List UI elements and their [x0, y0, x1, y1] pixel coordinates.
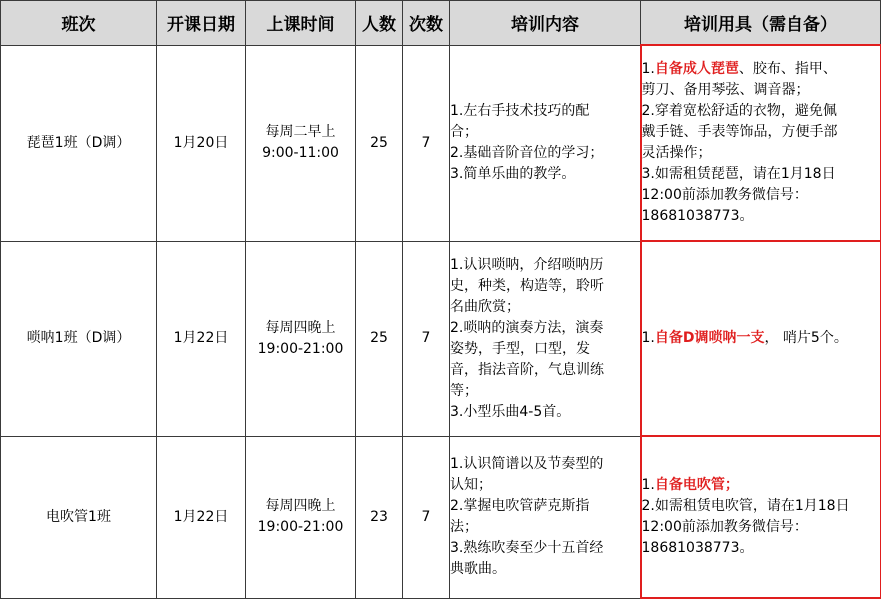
- header-row: [1, 1, 881, 46]
- class-cell: 唢呐1班（D调）: [1, 241, 157, 436]
- time-day: 每周四晚上: [265, 498, 336, 514]
- sessions-cell: 7: [403, 241, 450, 436]
- tools-line: 戴手链、手表等饰品，方便手部: [641, 124, 838, 140]
- header-tools: 培训用具（需自备）: [641, 1, 881, 46]
- table-row: [1, 436, 881, 598]
- content-line: 姿势，手型，口型，发: [450, 340, 590, 357]
- tools-rest: ， 哨片5个。: [764, 330, 848, 346]
- content-line: 3.简单乐曲的教学。: [450, 166, 576, 182]
- tools-line: 18681038773。: [641, 208, 754, 224]
- table-body: [1, 45, 881, 598]
- header-content: 培训内容: [450, 1, 641, 46]
- content-cell: [450, 436, 641, 598]
- content-line: 3.熟练吹奏至少十五首经: [450, 540, 604, 556]
- tools-line: 2.穿着宽松舒适的衣物，避免佩: [641, 103, 837, 119]
- start-date-cell: 1月22日: [157, 241, 246, 436]
- start-date-cell: 1月20日: [157, 45, 246, 241]
- tools-cell: [641, 45, 881, 241]
- time-cell: [246, 241, 356, 436]
- header-class: 班次: [1, 1, 157, 46]
- content-line: 史，种类，构造等，聆听: [450, 277, 604, 294]
- content-line: 1.认识简谱以及节奏型的: [450, 456, 604, 472]
- content-line: 等；: [450, 382, 478, 399]
- content-line: 认知；: [450, 477, 492, 493]
- tools-required-item: 自备成人琵琶: [654, 61, 739, 77]
- header-time: 上课时间: [246, 1, 356, 46]
- content-cell: [450, 241, 641, 436]
- table-header: [1, 1, 881, 46]
- start-date-cell: 1月22日: [157, 436, 246, 598]
- content-line: 名曲欣赏；: [450, 298, 520, 315]
- time-range: 9:00-11:00: [262, 145, 339, 161]
- time-range: 19:00-21:00: [257, 519, 344, 535]
- tools-cell: [641, 241, 881, 436]
- table-row: [1, 241, 881, 436]
- tools-line: 18681038773。: [641, 540, 754, 556]
- content-line: 合；: [450, 124, 478, 140]
- time-day: 每周二早上: [265, 124, 336, 140]
- people-cell: 25: [356, 241, 403, 436]
- content-line: 1.认识唢呐，介绍唢呐历: [450, 256, 604, 273]
- content-line: 2.唢呐的演奏方法，演奏: [450, 319, 604, 336]
- tools-prefix: 1.: [641, 330, 655, 346]
- tools-line: 剪刀、备用琴弦、调音器；: [641, 82, 810, 98]
- header-people: 人数: [356, 1, 403, 46]
- content-line: 2.掌握电吹管萨克斯指: [450, 498, 590, 514]
- time-range: 19:00-21:00: [257, 340, 344, 357]
- tools-required-item: 自备电吹管；: [654, 477, 739, 493]
- tools-rest: 、胶布、指甲、: [738, 61, 837, 77]
- people-cell: 23: [356, 436, 403, 598]
- content-line: 2.基础音阶音位的学习；: [450, 145, 604, 161]
- tools-line: 灵活操作；: [641, 145, 712, 161]
- class-cell: 电吹管1班: [1, 436, 157, 598]
- content-line: 1.左右手技术技巧的配: [450, 103, 590, 119]
- table-row: [1, 45, 881, 241]
- class-cell: 琵琶1班（D调）: [1, 45, 157, 241]
- time-cell: [246, 436, 356, 598]
- tools-line: 3.如需租赁琵琶，请在1月18日: [641, 166, 836, 182]
- header-start-date: 开课日期: [157, 1, 246, 46]
- tools-prefix: 1.: [641, 61, 655, 77]
- tools-required-item: 自备D调唢呐一支: [654, 330, 765, 346]
- sessions-cell: 7: [403, 436, 450, 598]
- time-day: 每周四晚上: [265, 319, 336, 336]
- header-sessions: 次数: [403, 1, 450, 46]
- tools-line: 12:00前添加教务微信号：: [641, 187, 808, 203]
- tools-line: [642, 475, 880, 496]
- tools-line: [642, 59, 880, 80]
- tools-cell: [641, 436, 881, 598]
- sessions-cell: 7: [403, 45, 450, 241]
- content-line: 法；: [450, 519, 478, 535]
- content-cell: [450, 45, 641, 241]
- content-line: 音，指法音阶，气息训练: [450, 361, 604, 378]
- tools-line: 2.如需租赁电吹管，请在1月18日: [641, 498, 850, 514]
- tools-prefix: 1.: [641, 477, 655, 493]
- people-cell: 25: [356, 45, 403, 241]
- tools-line: [642, 328, 880, 349]
- content-line: 3.小型乐曲4-5首。: [450, 403, 571, 420]
- content-line: 典歌曲。: [450, 561, 506, 577]
- time-cell: [246, 45, 356, 241]
- tools-line: 12:00前添加教务微信号：: [641, 519, 808, 535]
